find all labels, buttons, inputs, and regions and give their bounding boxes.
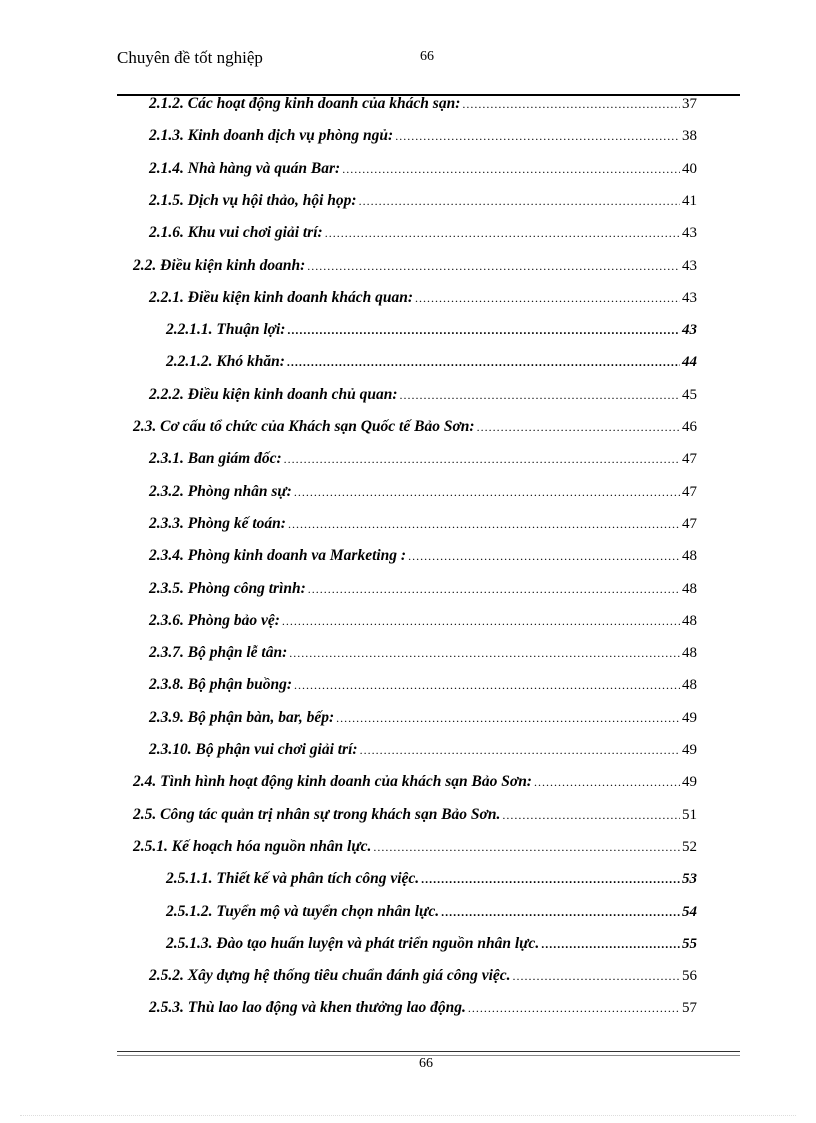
toc-entry-label: 2.3.3. Phòng kế toán: bbox=[149, 514, 286, 532]
dot-leader bbox=[325, 226, 680, 241]
toc-entry-label: 2.2.1. Điều kiện kinh doanh khách quan: bbox=[149, 288, 413, 306]
dot-leader bbox=[441, 905, 680, 920]
dot-leader bbox=[282, 614, 680, 629]
dot-leader bbox=[287, 355, 680, 370]
toc-entry-page-number: 51 bbox=[682, 806, 697, 823]
toc-entry-label: 2.3.10. Bộ phận vui chơi giải trí: bbox=[149, 741, 358, 758]
dot-leader bbox=[534, 775, 680, 790]
toc-entry[interactable] bbox=[149, 709, 697, 731]
toc-entry-page-number: 40 bbox=[682, 160, 697, 177]
dot-leader bbox=[336, 711, 680, 726]
toc-entry-page-number: 47 bbox=[682, 483, 697, 500]
toc-entry-label: 2.3.1. Ban giám đốc: bbox=[149, 450, 282, 468]
toc-entry-label: 2.4. Tình hình hoạt động kinh doanh của khách sạn Bảo Sơn: bbox=[133, 773, 532, 791]
toc-entry-label: 2.3.4. Phòng kinh doanh va Marketing : bbox=[149, 547, 407, 565]
dot-leader bbox=[373, 840, 680, 855]
dot-leader bbox=[342, 162, 680, 177]
toc-entry-label: 2.1.6. Khu vui chơi giải trí: bbox=[149, 224, 323, 242]
dot-leader bbox=[541, 937, 680, 952]
toc-entry-label: 2.5. Công tác quản trị nhân sự trong khách sạn Bảo Sơn. bbox=[133, 805, 501, 823]
dot-leader bbox=[359, 194, 680, 209]
toc-entry-page-number: 41 bbox=[682, 192, 697, 209]
toc-entry-label: 2.5.1.3. Đào tạo huấn luyện và phát triển nguồn nhân lực. bbox=[166, 934, 540, 952]
toc-entry[interactable] bbox=[133, 257, 697, 279]
toc-entry-page-number: 43 bbox=[682, 257, 697, 274]
toc-entry-page-number: 49 bbox=[682, 709, 697, 726]
toc-entry[interactable] bbox=[149, 515, 697, 537]
toc-entry[interactable] bbox=[149, 192, 697, 214]
toc-entry[interactable] bbox=[133, 418, 697, 440]
toc-entry[interactable] bbox=[149, 580, 697, 602]
running-header-title: Chuyên đề tốt nghiệp bbox=[117, 48, 263, 67]
toc-entry-label: 2.5.3. Thù lao lao động và khen thưởng lao động. bbox=[149, 999, 466, 1017]
dot-leader bbox=[395, 129, 680, 144]
toc-entry-page-number: 38 bbox=[682, 128, 697, 145]
toc-entry[interactable] bbox=[149, 741, 697, 763]
toc-entry[interactable] bbox=[149, 967, 697, 989]
toc-entry[interactable] bbox=[149, 547, 697, 569]
toc-entry-label: 2.5.2. Xây dựng hệ thống tiêu chuẩn đánh giá công việc. bbox=[149, 967, 511, 985]
toc-entry-label: 2.3.8. Bộ phận buồng: bbox=[149, 676, 292, 694]
toc-entry-label: 2.1.4. Nhà hàng và quán Bar: bbox=[149, 159, 341, 177]
toc-entry[interactable] bbox=[149, 289, 697, 311]
dot-leader bbox=[408, 549, 680, 564]
toc-entry-page-number: 55 bbox=[682, 935, 697, 952]
toc-entry-page-number: 47 bbox=[682, 451, 697, 468]
toc-entry-page-number: 48 bbox=[682, 548, 697, 565]
toc-entry-label: 2.3.7. Bộ phận lễ tân: bbox=[149, 644, 288, 662]
dot-leader bbox=[288, 517, 680, 532]
dot-leader bbox=[289, 646, 680, 661]
toc-entry-page-number: 48 bbox=[682, 580, 697, 597]
toc-entry[interactable] bbox=[149, 644, 697, 666]
dot-leader bbox=[468, 1001, 680, 1016]
toc-entry[interactable] bbox=[149, 483, 697, 505]
toc-entry-label: 2.1.5. Dịch vụ hội thảo, hội họp: bbox=[149, 191, 357, 209]
toc-entry-page-number: 47 bbox=[682, 515, 697, 532]
toc-entry[interactable] bbox=[149, 999, 697, 1021]
toc-entry-page-number: 53 bbox=[682, 871, 697, 888]
page-bottom-edge bbox=[20, 1115, 796, 1116]
toc-entry[interactable] bbox=[133, 806, 697, 828]
header-page-number: 66 bbox=[420, 49, 434, 64]
dot-leader bbox=[400, 388, 681, 403]
toc-entry[interactable] bbox=[166, 353, 697, 375]
toc-entry-page-number: 49 bbox=[682, 742, 697, 758]
toc-entry-label: 2.1.2. Các hoạt động kinh doanh của khách sạn: bbox=[149, 95, 461, 112]
dot-leader bbox=[477, 420, 680, 435]
toc-entry[interactable] bbox=[166, 321, 697, 343]
toc-entry-label: 2.5.1.2. Tuyển mộ và tuyển chọn nhân lực. bbox=[166, 902, 440, 920]
toc-entry-page-number: 45 bbox=[682, 386, 697, 403]
toc-entry[interactable] bbox=[149, 224, 697, 246]
toc-entry-label: 2.3.2. Phòng nhân sự: bbox=[149, 482, 292, 500]
dot-leader bbox=[284, 452, 680, 467]
dot-leader bbox=[462, 97, 680, 112]
toc-entry-label: 2.3.5. Phòng công trình: bbox=[149, 579, 306, 597]
dot-leader bbox=[294, 678, 680, 693]
toc-entry-page-number: 52 bbox=[682, 838, 697, 855]
toc-entry[interactable] bbox=[149, 450, 697, 472]
toc-entry-page-number: 57 bbox=[682, 1000, 697, 1017]
toc-entry-label: 2.3.6. Phòng bảo vệ: bbox=[149, 611, 280, 629]
toc-entry-label: 2.2.1.1. Thuận lợi: bbox=[166, 321, 286, 339]
toc-entry-page-number: 46 bbox=[682, 419, 697, 435]
toc-entry[interactable] bbox=[149, 676, 697, 698]
toc-entry[interactable] bbox=[149, 612, 697, 634]
toc-entry-page-number: 44 bbox=[682, 354, 697, 371]
toc-entry[interactable] bbox=[149, 386, 697, 408]
toc-entry-page-number: 54 bbox=[682, 903, 697, 920]
toc-entry[interactable] bbox=[149, 95, 697, 117]
dot-leader bbox=[294, 485, 680, 500]
toc-entry-label: 2.3. Cơ cấu tổ chức của Khách sạn Quốc tế Bảo Sơn: bbox=[133, 418, 475, 435]
toc-entry[interactable] bbox=[149, 127, 697, 149]
toc-entry-label: 2.2.1.2. Khó khăn: bbox=[166, 353, 285, 371]
toc-entry-page-number: 48 bbox=[682, 612, 697, 629]
toc-entry-page-number: 43 bbox=[682, 322, 697, 339]
footer-divider bbox=[117, 1051, 740, 1052]
toc-entry-page-number: 56 bbox=[682, 968, 697, 985]
toc-entry-label: 2.3.9. Bộ phận bàn, bar, bếp: bbox=[149, 708, 335, 726]
toc-entry-label: 2.1.3. Kinh doanh dịch vụ phòng ngủ: bbox=[149, 127, 394, 145]
toc-entry[interactable] bbox=[166, 870, 697, 892]
toc-entry-page-number: 48 bbox=[682, 677, 697, 694]
toc-entry[interactable] bbox=[133, 838, 697, 860]
toc-entry[interactable] bbox=[149, 160, 697, 182]
toc-entry[interactable] bbox=[166, 903, 697, 925]
dot-leader bbox=[287, 323, 680, 338]
toc-entry-page-number: 43 bbox=[682, 289, 697, 306]
dot-leader bbox=[421, 872, 680, 887]
dot-leader bbox=[513, 969, 680, 984]
toc-entry[interactable] bbox=[133, 773, 697, 795]
footer-page-number: 66 bbox=[419, 1056, 433, 1071]
toc-entry-label: 2.2.2. Điều kiện kinh doanh chủ quan: bbox=[149, 385, 398, 403]
dot-leader bbox=[502, 808, 680, 823]
toc-entry-label: 2.2. Điều kiện kinh doanh: bbox=[133, 256, 306, 274]
toc-entry-page-number: 49 bbox=[682, 774, 697, 791]
toc-entry-page-number: 48 bbox=[682, 645, 697, 662]
toc-entry-page-number: 37 bbox=[682, 96, 697, 112]
toc-entry[interactable] bbox=[166, 935, 697, 957]
toc-entry-page-number: 43 bbox=[682, 225, 697, 242]
dot-leader bbox=[360, 743, 680, 758]
dot-leader bbox=[415, 291, 680, 306]
dot-leader bbox=[308, 582, 680, 597]
toc-entry-label: 2.5.1. Kế hoạch hóa nguồn nhân lực. bbox=[133, 837, 372, 855]
toc-entry-label: 2.5.1.1. Thiết kế và phân tích công việc. bbox=[166, 870, 420, 888]
dot-leader bbox=[307, 259, 680, 274]
